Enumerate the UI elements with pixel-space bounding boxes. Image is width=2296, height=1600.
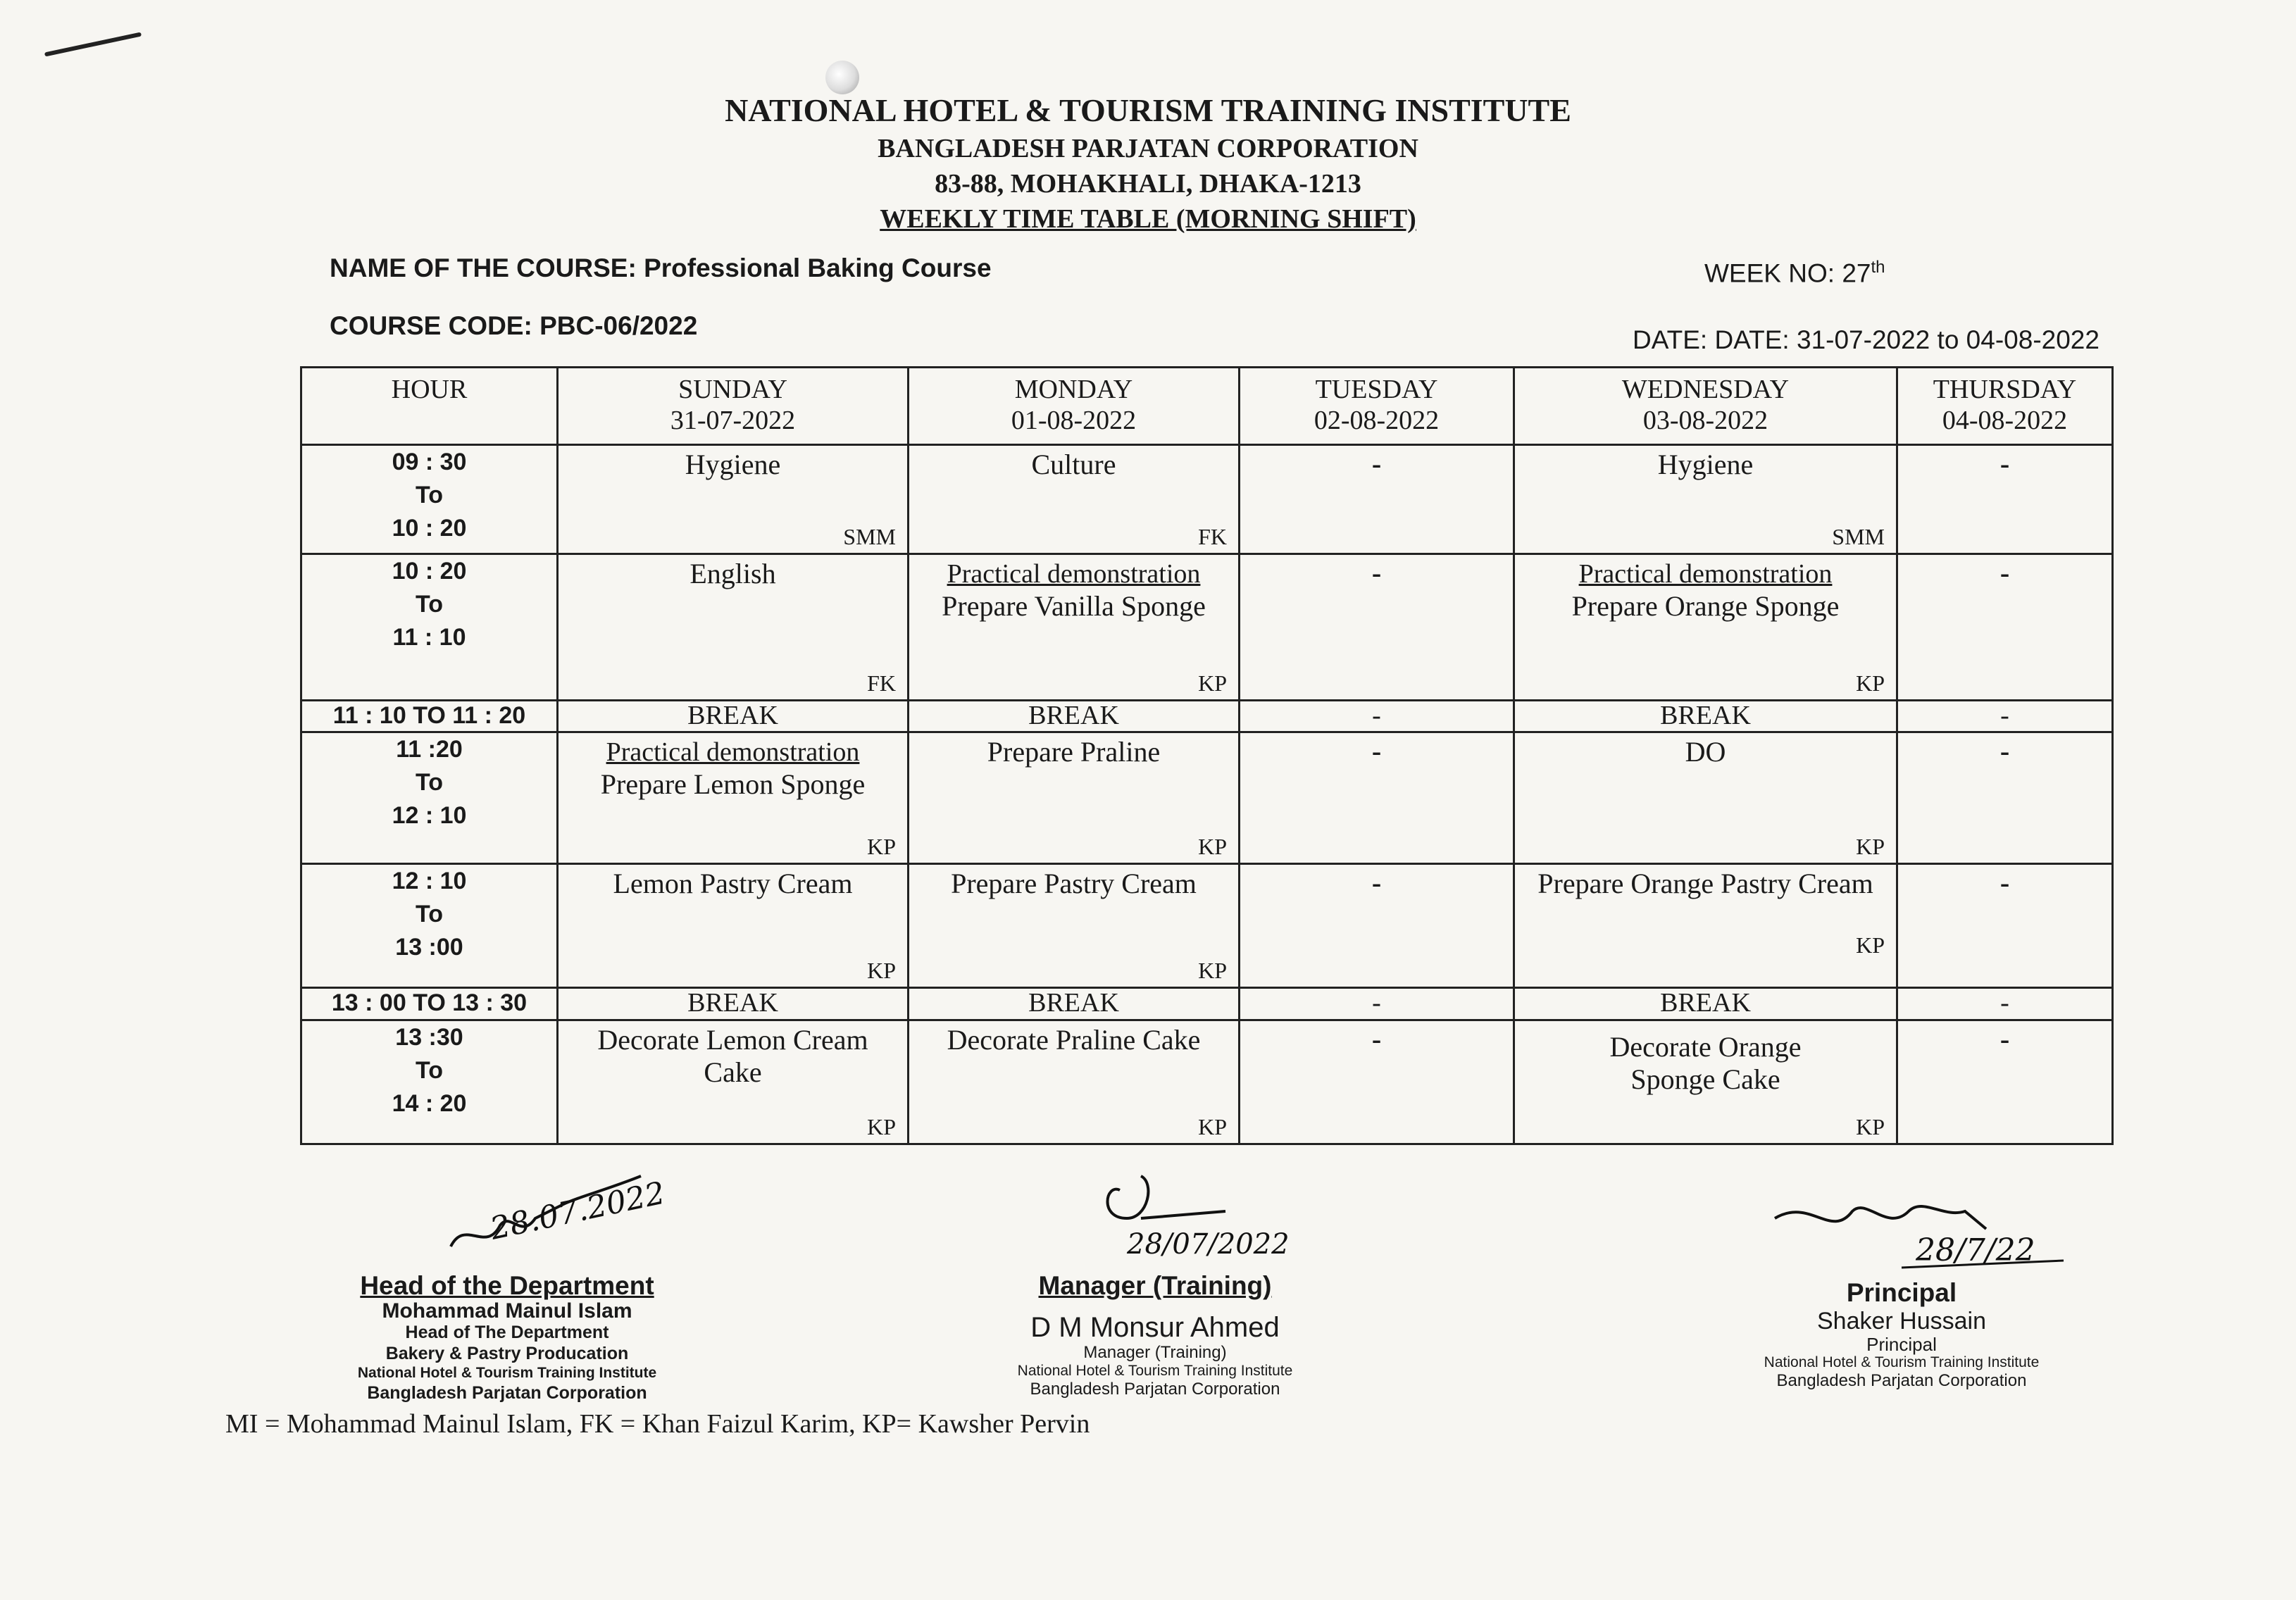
week-label: WEEK NO: (1704, 258, 1835, 288)
subject: Prepare Vanilla Sponge (942, 590, 1206, 623)
empty-dash: - (1897, 700, 2113, 732)
table-row (301, 444, 2113, 554)
subject: Decorate Orange Sponge Cake (1609, 1030, 1802, 1095)
timetable (300, 366, 2114, 1145)
hour-to: 14 : 20 (392, 1089, 467, 1117)
signatory-name: D M Monsur Ahmed (1030, 1312, 1280, 1343)
hour-to: 12 : 10 (392, 802, 467, 830)
day-header-wednesday (1514, 368, 1897, 445)
empty-dash: - (1371, 1023, 1382, 1055)
instructor-initials: KP (1856, 1114, 1885, 1139)
cell-monday (909, 1020, 1240, 1144)
hour-cell (301, 554, 558, 700)
handwritten-signature (993, 1169, 1317, 1268)
signatory-name: Mohammad Mainul Islam (382, 1299, 632, 1323)
signatory-title: Manager (Training) (1038, 1271, 1272, 1300)
empty-dash: - (1999, 735, 2010, 768)
document-header (0, 90, 2296, 237)
empty-dash: - (1897, 988, 2113, 1020)
empty-dash: - (1999, 866, 2010, 899)
instructor-initials: KP (1198, 670, 1227, 696)
cell-thursday (1897, 554, 2113, 700)
stamp-role: Manager (Training) (1083, 1343, 1227, 1362)
cell-tuesday (1240, 444, 1514, 554)
hour-to-word: To (415, 1056, 443, 1084)
cell-sunday (558, 444, 909, 554)
stamp-corporation: Bangladesh Parjatan Corporation (1030, 1380, 1280, 1399)
subject: Prepare Orange Sponge (1571, 590, 1840, 623)
signatory-title: Principal (1846, 1278, 1957, 1307)
cell-tuesday (1240, 1020, 1514, 1144)
day-header-sunday (558, 368, 909, 445)
hour-cell (301, 1020, 558, 1144)
handwritten-signature (1733, 1190, 2071, 1275)
stamp-role: Head of The Department (405, 1323, 609, 1342)
day-name: MONDAY (1014, 375, 1133, 404)
cell-wednesday (1514, 1020, 1897, 1144)
cell-sunday (558, 863, 909, 987)
cell-tuesday (1240, 554, 1514, 700)
hour-header: HOUR (301, 368, 558, 445)
break-label: BREAK (1514, 700, 1897, 732)
course-code-value: PBC-06/2022 (539, 311, 698, 340)
break-label: BREAK (1514, 988, 1897, 1020)
subject: English (690, 558, 776, 590)
instructor-initials: SMM (1832, 524, 1885, 550)
punch-hole (825, 61, 859, 94)
handwritten-date: 28/07/2022 (1127, 1228, 1290, 1261)
day-name: SUNDAY (678, 375, 787, 404)
cell-thursday (1897, 732, 2113, 864)
pen-mark (44, 32, 142, 57)
hour-to-word: To (415, 481, 443, 508)
table-row (301, 732, 2113, 864)
break-time: 11 : 10 TO 11 : 20 (301, 700, 558, 732)
subject: Prepare Lemon Sponge (600, 768, 866, 801)
signature-manager-training (993, 1169, 1317, 1399)
empty-dash: - (1371, 557, 1382, 589)
empty-dash: - (1240, 700, 1514, 732)
week-no (1704, 258, 1885, 288)
break-row (301, 988, 2113, 1020)
handwritten-date: 28/7/22 (1916, 1232, 2035, 1268)
empty-dash: - (1371, 735, 1382, 768)
course-code (330, 311, 697, 341)
hour-from: 11 :20 (396, 736, 463, 763)
cell-monday (909, 732, 1240, 864)
subject: Prepare Orange Pastry Cream (1537, 867, 1873, 899)
break-label: BREAK (909, 988, 1240, 1020)
cell-sunday (558, 1020, 909, 1144)
signature-head-of-department (310, 1162, 704, 1404)
instructor-initials: KP (867, 833, 896, 859)
hour-cell (301, 444, 558, 554)
empty-dash: - (1999, 1023, 2010, 1055)
day-header-monday (909, 368, 1240, 445)
date-value: 31-07-2022 to 04-08-2022 (1797, 325, 2100, 354)
signatory-title: Head of the Department (360, 1271, 654, 1300)
day-date: 04-08-2022 (1942, 406, 2068, 435)
subject-heading: Practical demonstration (1578, 559, 1833, 589)
cell-monday (909, 863, 1240, 987)
break-time: 13 : 00 TO 13 : 30 (301, 988, 558, 1020)
course-code-label: COURSE CODE: (330, 311, 532, 340)
signature-principal (1733, 1190, 2071, 1390)
instructor-initials: KP (1198, 833, 1227, 859)
instructor-initials: KP (1856, 932, 1885, 958)
hour-cell (301, 732, 558, 864)
hour-from: 13 :30 (395, 1023, 463, 1051)
instructor-initials: FK (867, 670, 896, 696)
instructor-initials: KP (867, 1114, 896, 1139)
date-label: DATE: DATE: (1633, 325, 1790, 354)
instructor-initials: FK (1198, 524, 1227, 550)
week-value: 27 (1842, 258, 1871, 288)
subject-heading: Practical demonstration (606, 737, 860, 768)
empty-dash: - (1240, 988, 1514, 1020)
corporation-name: BANGLADESH PARJATAN CORPORATION (878, 134, 1418, 163)
break-label: BREAK (558, 988, 909, 1020)
stamp-institute: National Hotel & Tourism Training Institute (1017, 1363, 1293, 1379)
subject: Hygiene (685, 448, 781, 480)
empty-dash: - (1999, 447, 2010, 480)
cell-thursday (1897, 1020, 2113, 1144)
address: 83-88, MOHAKHALI, DHAKA-1213 (935, 169, 1361, 199)
header-row (301, 368, 2113, 445)
table-row (301, 554, 2113, 700)
cell-thursday (1897, 444, 2113, 554)
cell-wednesday (1514, 444, 1897, 554)
week-suffix: th (1871, 258, 1885, 277)
day-date: 02-08-2022 (1314, 406, 1440, 435)
course-name (330, 254, 992, 283)
cell-wednesday (1514, 863, 1897, 987)
day-header-tuesday (1240, 368, 1514, 445)
subject: Prepare Pastry Cream (951, 867, 1197, 899)
empty-dash: - (1999, 557, 2010, 589)
instructor-initials: KP (867, 958, 896, 984)
cell-monday (909, 444, 1240, 554)
cell-thursday (1897, 863, 2113, 987)
hour-to: 10 : 20 (392, 514, 467, 542)
day-header-thursday (1897, 368, 2113, 445)
handwritten-signature (310, 1162, 704, 1268)
stamp-role: Principal (1866, 1334, 1937, 1355)
signatory-name: Shaker Hussain (1816, 1308, 1986, 1335)
break-label: BREAK (558, 700, 909, 732)
subject: Lemon Pastry Cream (613, 867, 853, 899)
day-date: 31-07-2022 (670, 406, 796, 435)
instructor-legend: MI = Mohammad Mainul Islam, FK = Khan Faizul Karim, KP= Kawsher Pervin (225, 1409, 1090, 1439)
course-name-label: NAME OF THE COURSE: (330, 254, 637, 282)
empty-dash: - (1371, 866, 1382, 899)
stamp-institute: National Hotel & Tourism Training Institute (357, 1365, 657, 1381)
hour-to: 11 : 10 (392, 624, 466, 651)
hour-to-word: To (415, 900, 443, 927)
cell-sunday (558, 554, 909, 700)
stamp-corporation: Bangladesh Parjatan Corporation (367, 1383, 647, 1403)
table-row (301, 863, 2113, 987)
day-date: 01-08-2022 (1011, 406, 1137, 435)
course-name-value: Professional Baking Course (644, 254, 992, 282)
document-title: WEEKLY TIME TABLE (MORNING SHIFT) (880, 204, 1416, 234)
date-range (1633, 325, 2100, 355)
subject: Prepare Praline (987, 736, 1161, 768)
instructor-initials: KP (1198, 1114, 1227, 1139)
stamp-corporation: Bangladesh Parjatan Corporation (1776, 1371, 2027, 1390)
cell-wednesday (1514, 732, 1897, 864)
hour-cell (301, 863, 558, 987)
day-date: 03-08-2022 (1642, 406, 1768, 435)
instructor-initials: KP (1198, 958, 1227, 984)
handwritten-date: 28.07.2022 (487, 1175, 668, 1247)
subject: Culture (1031, 448, 1116, 480)
cell-tuesday (1240, 863, 1514, 987)
subject: Decorate Praline Cake (947, 1023, 1201, 1056)
table-row (301, 1020, 2113, 1144)
stamp-institute: National Hotel & Tourism Training Institute (1764, 1354, 2040, 1370)
break-row (301, 700, 2113, 732)
instructor-initials: KP (1856, 670, 1885, 696)
hour-to: 13 :00 (395, 933, 463, 961)
cell-sunday (558, 732, 909, 864)
hour-to-word: To (415, 769, 443, 796)
hour-from: 10 : 20 (392, 558, 467, 585)
break-label: BREAK (909, 700, 1240, 732)
subject: Hygiene (1657, 448, 1754, 480)
cell-wednesday (1514, 554, 1897, 700)
day-name: THURSDAY (1933, 375, 2077, 404)
empty-dash: - (1371, 447, 1382, 480)
day-name: WEDNESDAY (1621, 375, 1790, 404)
instructor-initials: KP (1856, 833, 1885, 859)
institute-name: NATIONAL HOTEL & TOURISM TRAINING INSTITUTE (725, 92, 1571, 128)
cell-tuesday (1240, 732, 1514, 864)
stamp-dept: Bakery & Pastry Producation (385, 1344, 629, 1363)
instructor-initials: SMM (843, 524, 896, 550)
subject-heading: Practical demonstration (947, 559, 1201, 589)
subject: DO (1685, 736, 1726, 768)
cell-monday (909, 554, 1240, 700)
hour-to-word: To (415, 591, 443, 618)
day-name: TUESDAY (1315, 375, 1438, 404)
hour-from: 09 : 30 (392, 448, 467, 475)
hour-from: 12 : 10 (392, 867, 467, 894)
subject: Decorate Lemon Cream Cake (597, 1023, 868, 1088)
